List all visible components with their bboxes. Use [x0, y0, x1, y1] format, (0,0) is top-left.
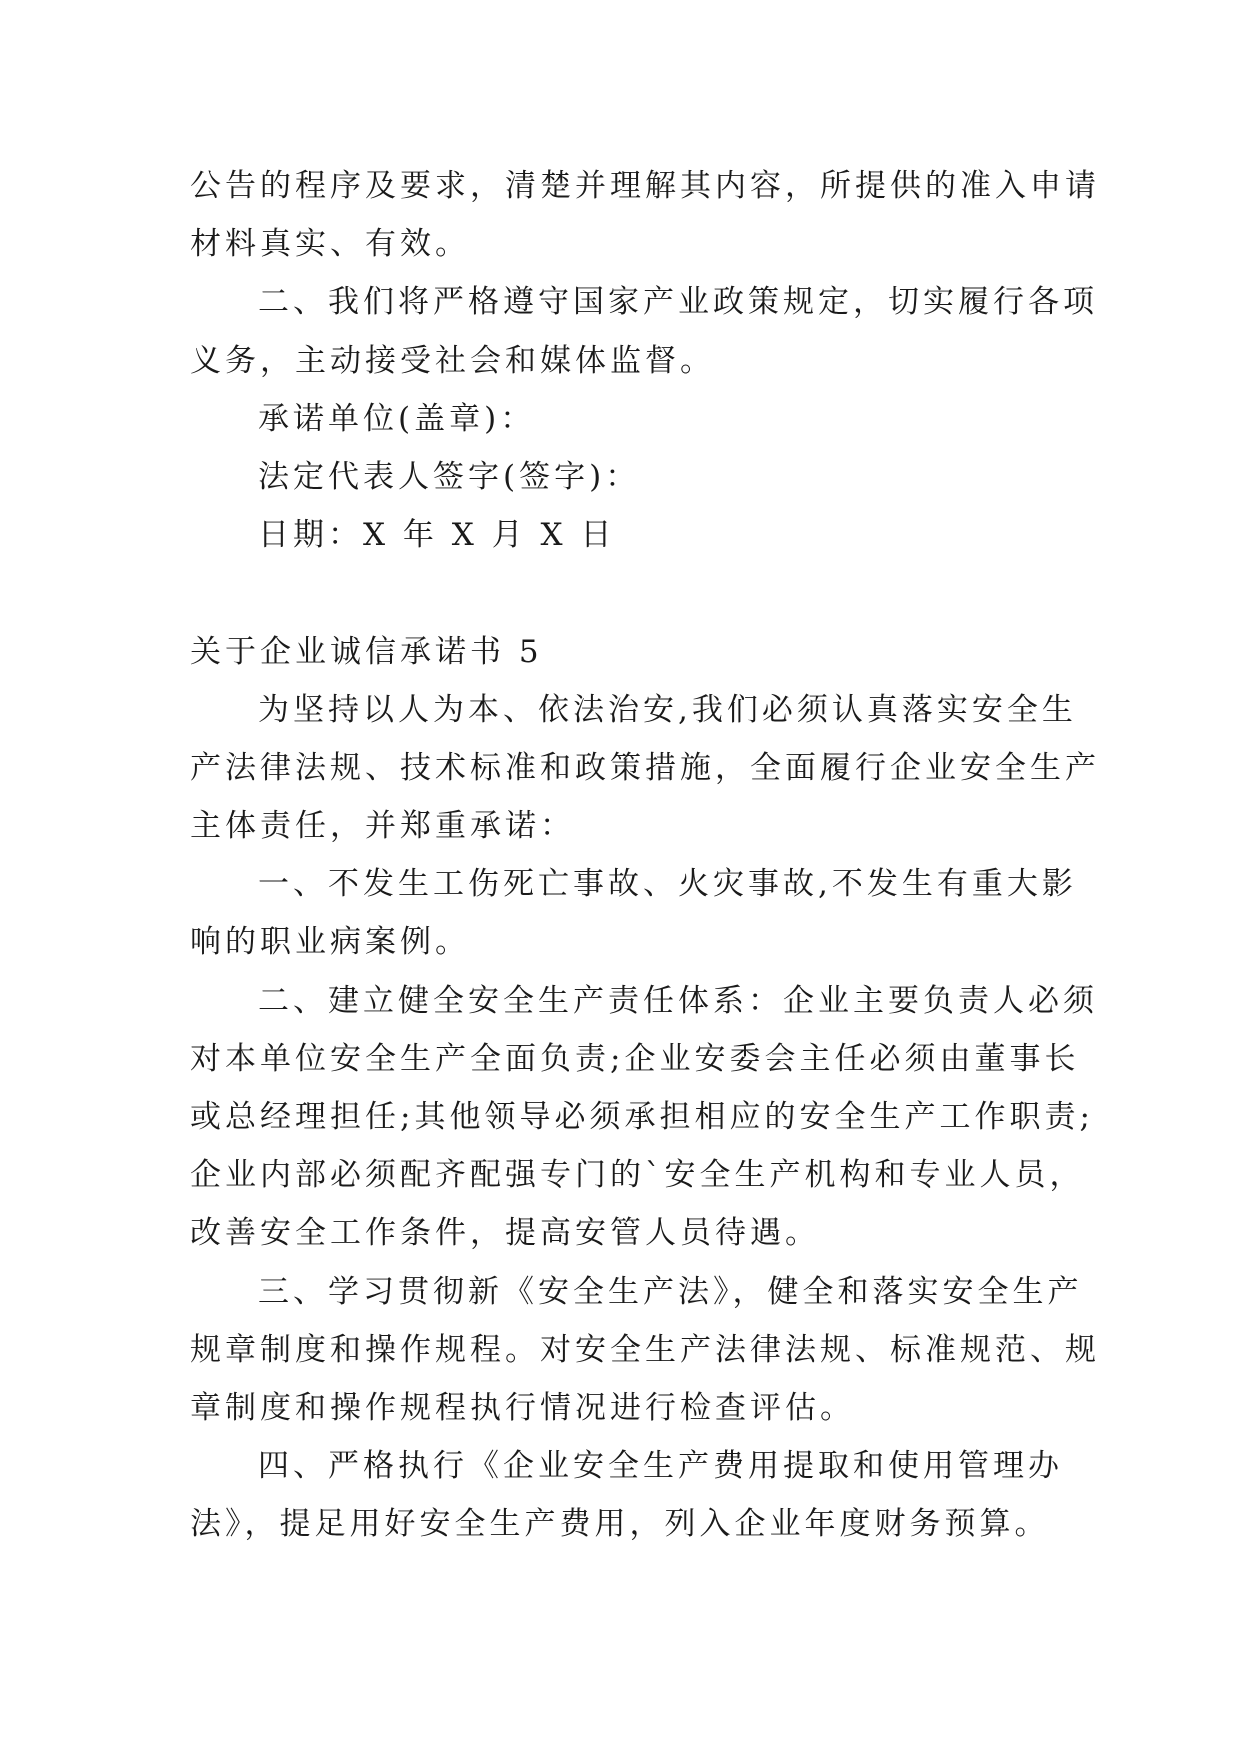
text-line: 响的职业病案例。: [190, 924, 470, 961]
text-line: 材料真实、有效。: [190, 226, 470, 263]
section-title: 关于企业诚信承诺书 5: [190, 633, 543, 670]
text-line: 企业内部必须配齐配强专门的`安全生产机构和专业人员，: [190, 1157, 1085, 1194]
document-body: [190, 157, 1100, 1554]
text-line: 义务，主动接受社会和媒体监督。: [190, 342, 715, 379]
text-line: 改善安全工作条件，提高安管人员待遇。: [190, 1215, 820, 1252]
text-line: 章制度和操作规程执行情况进行检查评估。: [190, 1389, 855, 1426]
text-line: 二、建立健全安全生产责任体系：企业主要负责人必须: [258, 982, 1098, 1019]
text-line: 规章制度和操作规程。对安全生产法律法规、标准规范、规: [190, 1331, 1100, 1368]
text-line: 三、学习贯彻新《安全生产法》，健全和落实安全生产: [258, 1273, 1083, 1310]
text-line: 对本单位安全生产全面负责;企业安委会主任必须由董事长: [190, 1040, 1080, 1077]
text-line: 或总经理担任;其他领导必须承担相应的安全生产工作职责;: [190, 1099, 1094, 1135]
date-line: 日期：X 年 X 月 X 日: [258, 517, 616, 554]
signature-representative-line: 法定代表人签字(签字)：: [258, 458, 641, 495]
text-line: 产法律法规、技术标准和政策措施，全面履行企业安全生产: [190, 749, 1100, 786]
text-line: 公告的程序及要求，清楚并理解其内容，所提供的准入申请: [190, 168, 1100, 204]
text-line: 四、严格执行《企业安全生产费用提取和使用管理办: [258, 1448, 1063, 1485]
signature-unit-line: 承诺单位(盖章)：: [258, 400, 536, 437]
section-gap: [190, 564, 1050, 622]
text-line: 二、我们将严格遵守国家产业政策规定，切实履行各项: [258, 284, 1098, 321]
text-line: 主体责任，并郑重承诺：: [190, 808, 575, 845]
text-line: 为坚持以人为本、依法治安,我们必须认真落实安全生: [258, 691, 1077, 728]
text-line: 一、不发生工伤死亡事故、火灾事故,不发生有重大影: [258, 866, 1077, 903]
text-line: 法》，提足用好安全生产费用，列入企业年度财务预算。: [190, 1506, 1050, 1543]
